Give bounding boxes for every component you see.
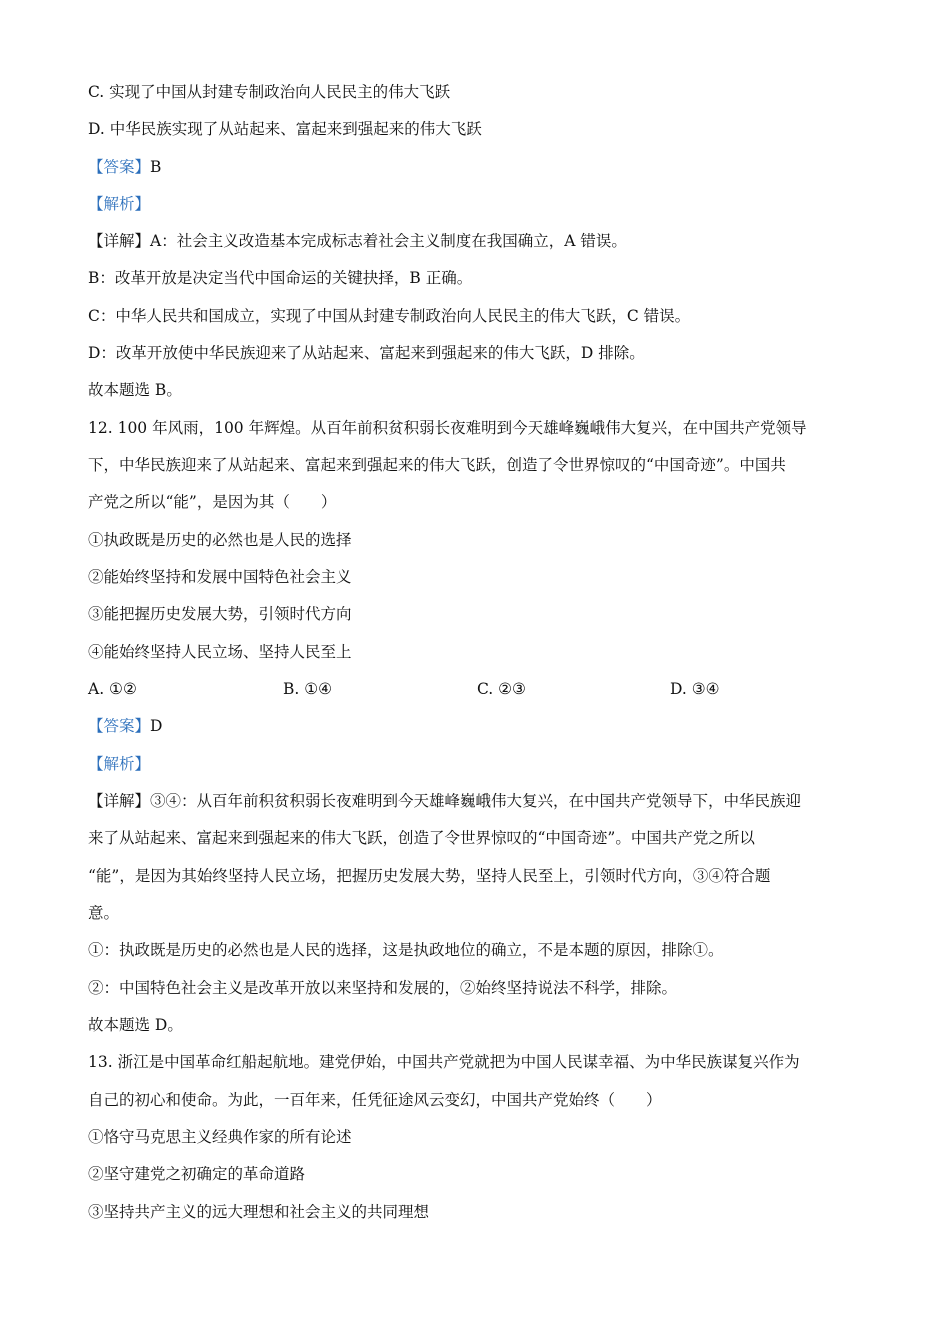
q11-conclusion: 故本题选 B。 [88,381,182,399]
q12-choice-d: D. ③④ [670,680,720,698]
q12-stem-line-1: 12. 100 年风雨，100 年辉煌。从百年前积贫积弱长夜难明到今天雄峰巍峨伟大复兴，在中国共产党领导 [88,419,807,437]
q12-stem-line-3: 产党之所以“能”，是因为其（ ） [88,493,337,511]
detail-tag: 【详解】 [88,232,151,250]
q12-item-4: ④能始终坚持人民立场、坚持人民至上 [88,643,352,661]
q12-choice-c: C. ②③ [477,680,526,698]
q11-analysis-tag: 【解析】 [88,195,151,213]
q12-detail-line-2: 来了从站起来、富起来到强起来的伟大飞跃，创造了令世界惊叹的“中国奇迹”。中国共产党之所以 [88,829,755,847]
q12-answer [88,716,162,736]
q12-detail-line-4: 意。 [88,904,120,922]
q12-stem-line-2: 下，中华民族迎来了从站起来、富起来到强起来的伟大飞跃，创造了令世界惊叹的“中国奇迹”。中国共 [88,456,786,474]
q12-detail-line-3: “能”，是因为其始终坚持人民立场，把握历史发展大势，坚持人民至上，引领时代方向，③④符合题 [88,867,771,885]
q11-detail-a [88,231,627,251]
q13-stem-line-1: 13. 浙江是中国革命红船起航地。建党伊始，中国共产党就把为中国人民谋幸福、为中华民族谋复兴作为 [88,1053,800,1071]
q12-item-1: ①执政既是历史的必然也是人民的选择 [88,531,352,549]
q12-detail-line-5: ①：执政既是历史的必然也是人民的选择，这是执政地位的确立，不是本题的原因，排除①。 [88,941,724,959]
q13-item-3: ③坚持共产主义的远大理想和社会主义的共同理想 [88,1203,430,1221]
answer-value: B [150,158,162,176]
q13-stem-line-2: 自己的初心和使命。为此，一百年来，任凭征途风云变幻，中国共产党始终（ ） [88,1091,662,1109]
q11-detail-b: B：改革开放是决定当代中国命运的关键抉择，B 正确。 [88,269,473,287]
q12-detail-line-6: ②：中国特色社会主义是改革开放以来坚持和发展的，②始终坚持说法不科学，排除。 [88,979,678,997]
q13-item-2: ②坚守建党之初确定的革命道路 [88,1165,306,1183]
answer-tag: 【答案】 [88,717,151,735]
q12-choice-b: B. ①④ [283,680,333,698]
q11-option-c: C. 实现了中国从封建专制政治向人民民主的伟大飞跃 [88,83,451,101]
q13-item-1: ①恪守马克思主义经典作家的所有论述 [88,1128,352,1146]
q11-answer [88,157,161,177]
q12-item-2: ②能始终坚持和发展中国特色社会主义 [88,568,352,586]
q12-detail-line-1 [88,791,801,811]
q12-item-3: ③能把握历史发展大势，引领时代方向 [88,605,352,623]
q12-choice-a: A. ①② [88,680,137,698]
q12-conclusion: 故本题选 D。 [88,1016,183,1034]
q11-option-d: D. 中华民族实现了从站起来、富起来到强起来的伟大飞跃 [88,120,482,138]
q12-analysis-tag: 【解析】 [88,755,151,773]
q11-detail-d: D：改革开放使中华民族迎来了从站起来、富起来到强起来的伟大飞跃，D 排除。 [88,344,645,362]
q11-detail-c: C：中华人民共和国成立，实现了中国从封建专制政治向人民民主的伟大飞跃，C 错误。 [88,307,691,325]
answer-value: D [150,717,163,735]
detail-text: ③④：从百年前积贫积弱长夜难明到今天雄峰巍峨伟大复兴，在中国共产党领导下，中华民族迎 [150,792,802,810]
answer-tag: 【答案】 [88,158,151,176]
detail-tag: 【详解】 [88,792,151,810]
detail-text: A：社会主义改造基本完成标志着社会主义制度在我国确立，A 错误。 [150,232,627,250]
